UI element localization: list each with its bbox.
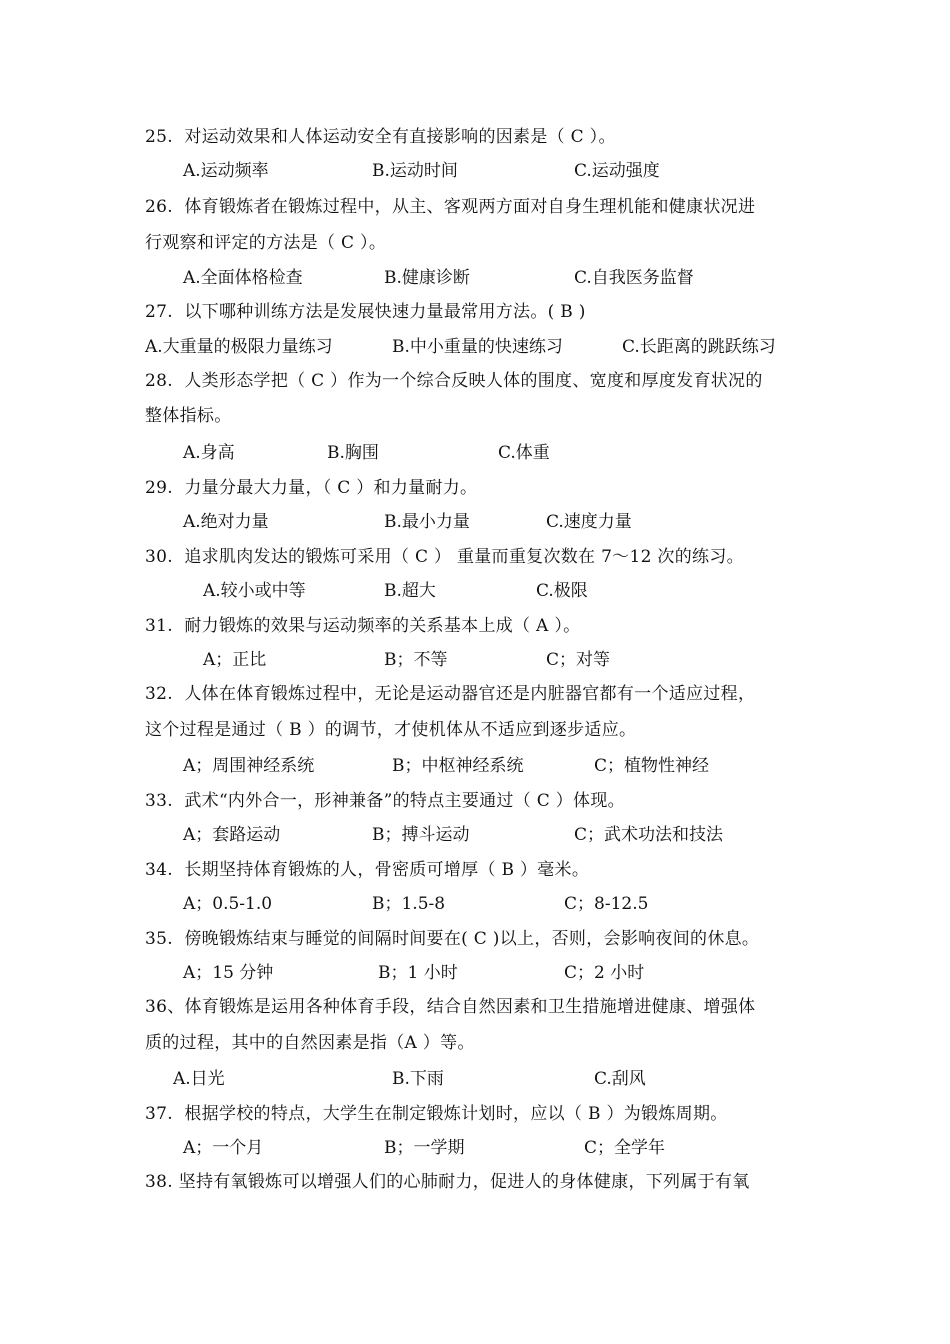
option-a: A.绝对力量 [183,512,269,532]
option-a: A；正比 [203,650,267,670]
option-a: A；15 分钟 [183,963,274,983]
option-a: A.大重量的极限力量练习 [145,337,333,357]
question-text: 28. 人类形态学把（ C ）作为一个综合反映人体的围度、宽度和厚度发育状况的 [145,371,763,391]
option-b: B；不等 [384,650,448,670]
option-c: C；武术功法和技法 [574,825,724,845]
option-a: A.全面体格检查 [183,268,303,288]
option-c: C.体重 [498,443,550,463]
option-c: C；8-12.5 [564,894,649,914]
option-c: C.自我医务监督 [574,268,694,288]
option-a: A；一个月 [183,1138,264,1158]
option-c: C；2 小时 [564,963,645,983]
question-text: 32. 人体在体育锻炼过程中，无论是运动器官还是内脏器官都有一个适应过程， [145,684,756,704]
question-text: 30. 追求肌肉发达的锻炼可采用（ C ） 重量而重复次数在 7～12 次的练习。 [145,547,744,567]
option-c: C.运动强度 [574,161,660,181]
option-c: C.极限 [536,581,588,601]
question-text: 34. 长期坚持体育锻炼的人，骨密质可增厚（ B ）毫米。 [145,860,590,880]
option-b: B.下雨 [392,1069,444,1089]
option-b: B.最小力量 [384,512,470,532]
question-text: 37. 根据学校的特点，大学生在制定锻炼计划时，应以（ B ）为锻炼周期。 [145,1104,728,1124]
option-b: B.超大 [384,581,436,601]
question-text: 25. 对运动效果和人体运动安全有直接影响的因素是（ C ）。 [145,127,616,147]
option-b: B.胸围 [327,443,379,463]
option-c: C；植物性神经 [594,756,710,776]
question-text: 38. 坚持有氧锻炼可以增强人们的心肺耐力，促进人的身体健康，下列属于有氧 [145,1172,750,1192]
option-a: A.运动频率 [183,161,269,181]
question-text: 36、体育锻炼是运用各种体育手段，结合自然因素和卫生措施增进健康、增强体 [145,997,756,1017]
option-b: B；1 小时 [378,963,458,983]
option-a: A.身高 [183,443,235,463]
option-b: B；一学期 [384,1138,465,1158]
question-text: 27. 以下哪种训练方法是发展快速力量最常用方法。( B ) [145,302,586,322]
option-b: B.运动时间 [372,161,458,181]
question-text: 26. 体育锻炼者在锻炼过程中，从主、客观两方面对自身生理机能和健康状况进 [145,197,756,217]
question-text-continued: 行观察和评定的方法是（ C ）。 [145,233,387,253]
option-a: A.较小或中等 [203,581,306,601]
question-text-continued: 这个过程是通过（ B ）的调节，才使机体从不适应到逐步适应。 [145,720,637,740]
option-b: B；搏斗运动 [372,825,470,845]
option-c: C.刮风 [594,1069,646,1089]
question-text-continued: 整体指标。 [145,406,232,426]
option-a: A.日光 [173,1069,225,1089]
question-text: 31. 耐力锻炼的效果与运动频率的关系基本上成（ A ）。 [145,616,581,636]
option-c: C；全学年 [584,1138,666,1158]
option-a: A；0.5-1.0 [183,894,273,914]
question-text: 33. 武术“内外合一，形神兼备”的特点主要通过（ C ）体现。 [145,791,625,811]
option-b: B.健康诊断 [384,268,470,288]
option-b: B.中小重量的快速练习 [392,337,563,357]
option-c: C.长距离的跳跃练习 [622,337,776,357]
option-c: C.速度力量 [546,512,632,532]
question-text-continued: 质的过程，其中的自然因素是指（A ）等。 [145,1033,475,1053]
question-text: 29. 力量分最大力量，（ C ）和力量耐力。 [145,478,478,498]
option-c: C；对等 [546,650,611,670]
question-text: 35. 傍晚锻炼结束与睡觉的间隔时间要在( C )以上，否则，会影响夜间的休息。 [145,929,760,949]
option-a: A；周围神经系统 [183,756,315,776]
option-b: B；中枢神经系统 [392,756,524,776]
option-b: B；1.5-8 [372,894,446,914]
option-a: A；套路运动 [183,825,281,845]
